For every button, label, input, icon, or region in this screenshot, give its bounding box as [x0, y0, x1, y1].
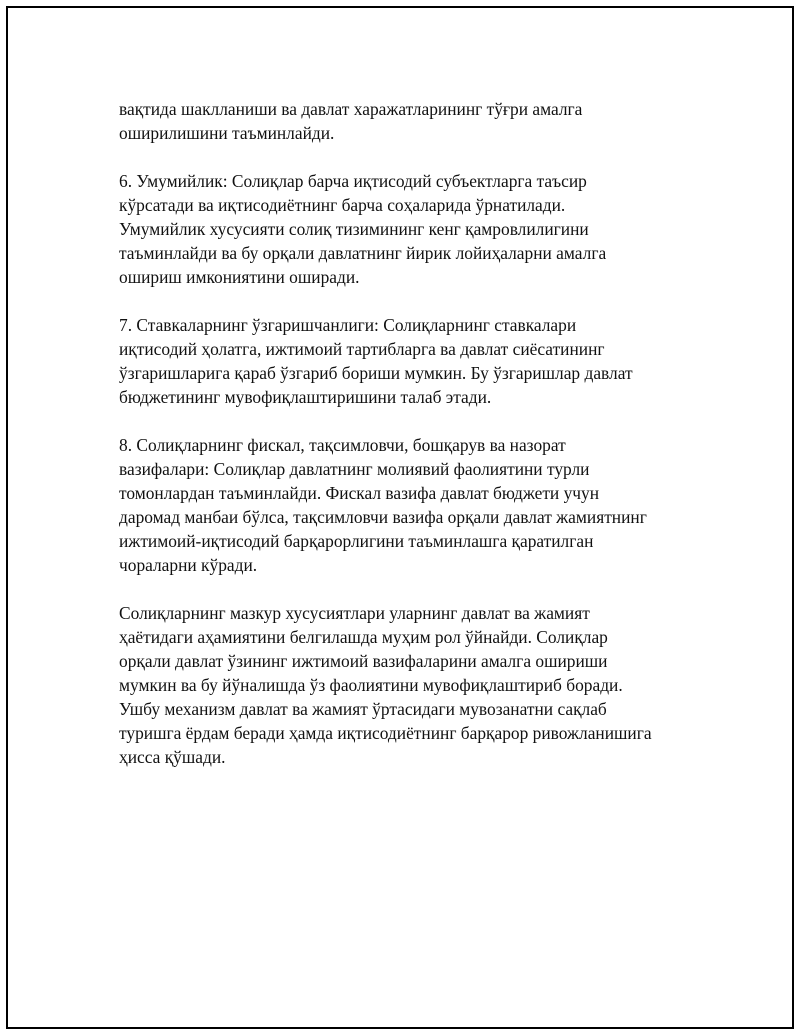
text-line: Ушбу механизм давлат ва жамият ўртасидаги мувозанатни сақлаб [119, 699, 607, 719]
text-line: 6. Умумийлик: Солиқлар барча иқтисодий субъектларга таъсир [119, 171, 587, 191]
text-line: ўзгаришларига қараб ўзгариб бориши мумкин. Бу ўзгаришлар давлат [119, 363, 633, 383]
paragraph-conclusion [119, 601, 759, 769]
text-line: Умумийлик хусусияти солиқ тизимининг кенг қамровлилигини [119, 219, 589, 239]
text-line: ҳисса қўшади. [119, 747, 226, 767]
text-line: оширилишини таъминлайди. [119, 123, 335, 143]
text-line: ошириш имкониятини оширади. [119, 267, 360, 287]
paragraph-item-8 [119, 433, 759, 577]
text-line: иқтисодий ҳолатга, ижтимоий тартибларга ва давлат сиёсатининг [119, 339, 605, 359]
text-line: 7. Ставкаларнинг ўзгаришчанлиги: Солиқларнинг ставкалари [119, 315, 577, 335]
text-line: Солиқларнинг мазкур хусусиятлари уларнинг давлат ва жамият [119, 603, 590, 623]
document-page [6, 6, 794, 1029]
document-body [119, 97, 759, 793]
paragraph-item-6 [119, 169, 759, 289]
text-line: бюджетининг мувофиқлаштиришини талаб этади. [119, 387, 492, 407]
text-line: 8. Солиқларнинг фискал, тақсимловчи, бошқарув ва назорат [119, 435, 566, 455]
paragraph-continuation [119, 97, 759, 145]
text-line: чораларни кўради. [119, 555, 258, 575]
text-line: томонлардан таъминлайди. Фискал вазифа давлат бюджети учун [119, 483, 600, 503]
text-line: вазифалари: Солиқлар давлатнинг молиявий фаолиятини турли [119, 459, 590, 479]
text-line: вақтида шаклланиши ва давлат харажатларининг тўғри амалга [119, 99, 583, 119]
text-line: ҳаётидаги аҳамиятини белгилашда муҳим рол ўйнайди. Солиқлар [119, 627, 608, 647]
text-line: таъминлайди ва бу орқали давлатнинг йирик лойиҳаларни амалга [119, 243, 607, 263]
text-line: даромад манбаи бўлса, тақсимловчи вазифа орқали давлат жамиятнинг [119, 507, 647, 527]
text-line: туришга ёрдам беради ҳамда иқтисодиётнинг барқарор ривожланишига [119, 723, 652, 743]
text-line: кўрсатади ва иқтисодиётнинг барча соҳаларида ўрнатилади. [119, 195, 566, 215]
text-line: орқали давлат ўзининг ижтимоий вазифаларини амалга ошириши [119, 651, 608, 671]
text-line: мумкин ва бу йўналишда ўз фаолиятини мувофиқлаштириб боради. [119, 675, 623, 695]
text-line: ижтимоий-иқтисодий барқарорлигини таъминлашга қаратилган [119, 531, 594, 551]
paragraph-item-7 [119, 313, 759, 409]
